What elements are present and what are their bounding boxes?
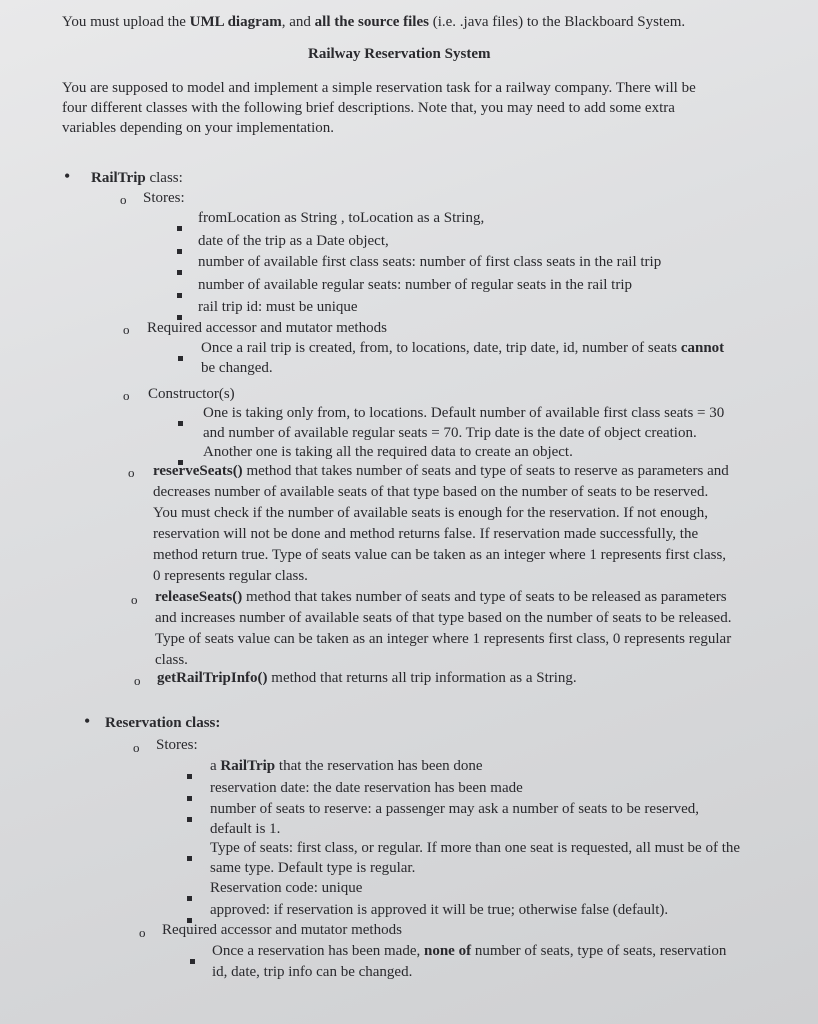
reservation-accessor-item-cont: id, date, trip info can be changed.: [212, 964, 413, 980]
description-line: four different classes with the following brief descriptions. Note that, you may need to add some extra: [62, 100, 675, 116]
railtrip-store-item: fromLocation as String , toLocation as a String,: [198, 210, 485, 226]
bullet-dot-icon: •: [64, 166, 71, 186]
bullet-square-icon: [178, 348, 183, 353]
reservation-store-item: a RailTrip that the reservation has been done: [210, 758, 483, 774]
bullet-square-icon: [177, 218, 182, 223]
page-title: Railway Reservation System: [308, 46, 491, 62]
stores-label: Stores:: [143, 190, 185, 206]
railtrip-store-item: date of the trip as a Date object,: [198, 233, 389, 249]
bullet-square-icon: [187, 848, 192, 853]
release-seats-desc: releaseSeats() method that takes number of seats and type of seats to be released as parameters: [155, 589, 727, 605]
railtrip-store-item: number of available first class seats: number of first class seats in the rail trip: [198, 254, 662, 270]
bullet-square-icon: [187, 888, 192, 893]
constructor-item: Another one is taking all the required data to create an object.: [203, 444, 573, 460]
bullet-circle-icon: o: [131, 592, 138, 607]
reservation-store-item: Reservation code: unique: [210, 880, 363, 896]
bullet-square-icon: [187, 788, 192, 793]
bullet-circle-icon: o: [123, 322, 130, 337]
description-line: variables depending on your implementation.: [62, 120, 335, 136]
reservation-heading: Reservation class:: [105, 715, 221, 731]
bullet-square-icon: [187, 766, 192, 771]
railtrip-store-item: number of available regular seats: number of regular seats in the rail trip: [198, 277, 633, 293]
railtrip-store-item: rail trip id: must be unique: [198, 299, 358, 315]
reservation-store-item: number of seats to reserve: a passenger may ask a number of seats to be reserved,: [210, 801, 699, 817]
release-seats-desc: and increases number of available seats of that type based on the number of seats to be released.: [155, 610, 732, 626]
bullet-square-icon: [178, 452, 183, 457]
accessor-item-cont: be changed.: [201, 360, 273, 376]
bullet-circle-icon: o: [139, 925, 146, 940]
reservation-store-item: reservation date: the date reservation has been made: [210, 780, 523, 796]
reservation-store-item-cont: same type. Default type is regular.: [210, 860, 416, 876]
accessor-label: Required accessor and mutator methods: [162, 922, 402, 938]
reservation-accessor-item: Once a reservation has been made, none of number of seats, type of seats, reservation: [212, 943, 727, 959]
constructor-item: One is taking only from, to locations. Default number of available first class seats = 30: [203, 405, 725, 421]
reserve-seats-desc: 0 represents regular class.: [153, 568, 308, 584]
bullet-square-icon: [187, 809, 192, 814]
bullet-square-icon: [177, 307, 182, 312]
description-line: You are supposed to model and implement a simple reservation task for a railway company. There will be: [62, 80, 696, 96]
intro-line: You must upload the UML diagram, and all the source files (i.e. .java files) to the Blackboard System.: [62, 14, 686, 30]
intro-src: all the source files: [314, 14, 429, 30]
reserve-seats-desc: method return true. Type of seats value can be taken as an integer where 1 represents first class,: [153, 547, 727, 563]
bullet-square-icon: [177, 241, 182, 246]
intro-uml: UML diagram: [189, 14, 282, 30]
bullet-circle-icon: o: [123, 388, 130, 403]
reserve-seats-desc: You must check if the number of available seats is enough for the reservation. If not enough,: [153, 505, 708, 521]
constructor-label: Constructor(s): [148, 386, 235, 402]
release-seats-desc: class.: [155, 652, 188, 668]
reserve-seats-desc: decreases number of available seats of that type based on the number of seats to be reserved.: [153, 484, 709, 500]
reservation-store-item: Type of seats: first class, or regular. If more than one seat is requested, all must be of the: [210, 840, 741, 856]
release-seats-desc: Type of seats value can be taken as an integer where 1 represents first class, 0 represents regular: [155, 631, 732, 647]
bullet-square-icon: [187, 910, 192, 915]
accessor-label: Required accessor and mutator methods: [147, 320, 387, 336]
bullet-circle-icon: o: [133, 740, 140, 755]
bullet-dot-icon: •: [84, 711, 91, 731]
bullet-square-icon: [177, 285, 182, 290]
bullet-circle-icon: o: [134, 673, 141, 688]
bullet-square-icon: [177, 262, 182, 267]
railtrip-heading: RailTrip class:: [91, 170, 183, 186]
bullet-circle-icon: o: [120, 192, 127, 207]
reservation-store-item-cont: default is 1.: [210, 821, 281, 837]
stores-label: Stores:: [156, 737, 198, 753]
get-info-desc: getRailTripInfo() method that returns all trip information as a String.: [157, 670, 577, 686]
bullet-square-icon: [178, 413, 183, 418]
reservation-store-item: approved: if reservation is approved it will be true; otherwise false (default).: [210, 902, 669, 918]
reserve-seats-desc: reserveSeats() method that takes number of seats and type of seats to reserve as parameters and: [153, 463, 729, 479]
bullet-square-icon: [190, 951, 195, 956]
constructor-item-cont: and number of available regular seats = 70. Trip date is the date of object creation.: [203, 425, 697, 441]
reserve-seats-desc: reservation will not be done and method returns false. If reservation made successfully, the: [153, 526, 699, 542]
bullet-circle-icon: o: [128, 465, 135, 480]
accessor-item: Once a rail trip is created, from, to locations, date, trip date, id, number of seats cannot: [201, 340, 725, 356]
